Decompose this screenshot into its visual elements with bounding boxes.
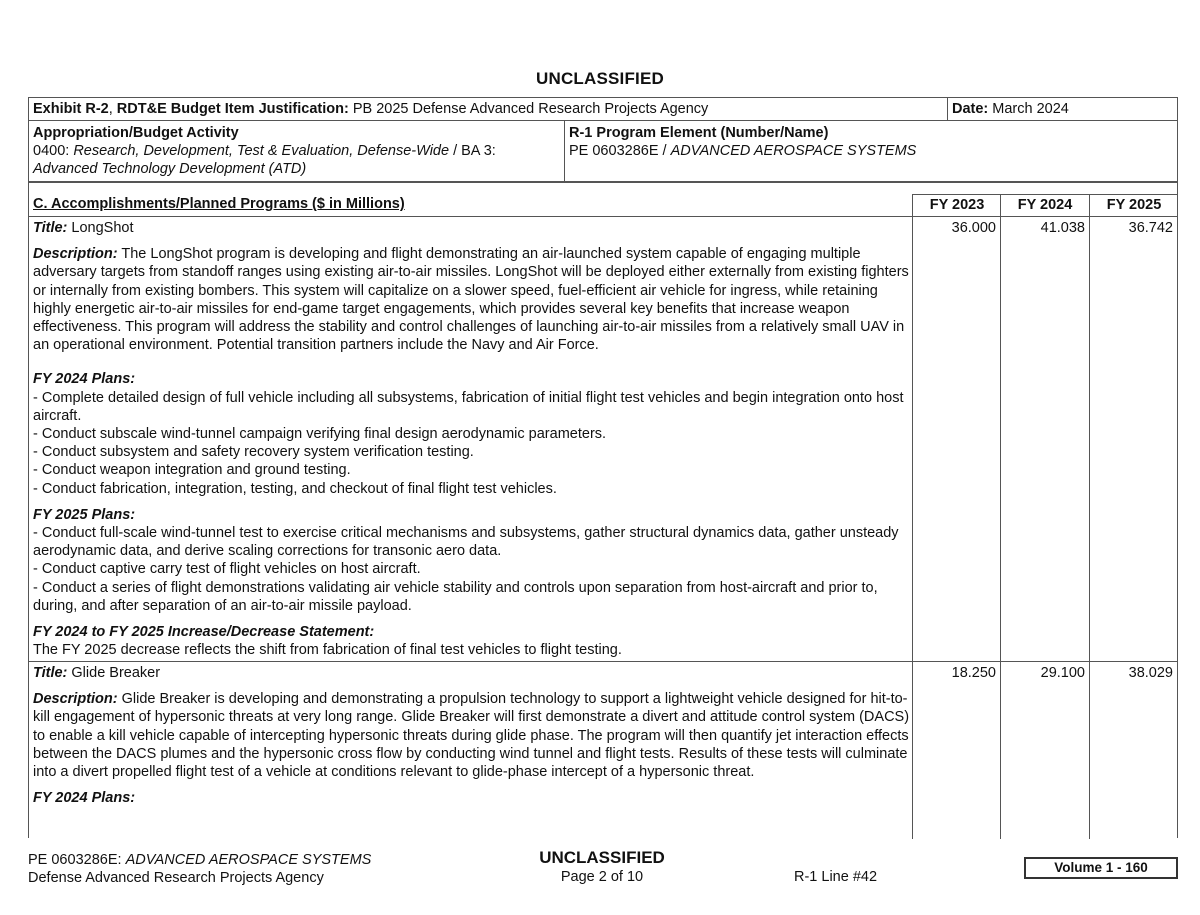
accomplishments-table [28, 182, 1178, 838]
page-number: Page 2 of 10 [560, 869, 644, 885]
change-statement: The FY 2025 decrease reflects the shift from fabrication of final test vehicles to flight testing. [33, 642, 622, 659]
r1-program-element-cell [565, 121, 920, 163]
program-glide-breaker [33, 664, 913, 807]
change-statement-label: FY 2024 to FY 2025 Increase/Decrease Statement: [33, 624, 375, 641]
section-title: C. Accomplishments/Planned Programs ($ in Millions) [33, 196, 405, 212]
glidebreaker-fy2025-value: 38.029 [1128, 665, 1173, 681]
plan-item: - Conduct full-scale wind-tunnel test to exercise critical mechanisms and subsystems, gather structural dynamics data, gather unsteady aerodynamic data, and derive scaling corrections for transonic aero data. [33, 525, 899, 560]
program-title: Title: Glide Breaker [33, 665, 161, 681]
plan-item: - Conduct weapon integration and ground testing. [33, 462, 351, 479]
plan-item: - Conduct captive carry test of flight vehicles on host aircraft. [33, 561, 421, 578]
glidebreaker-fy2023-value: 18.250 [951, 665, 996, 681]
plan-item: - Conduct subscale wind-tunnel campaign verifying final design aerodynamic parameters. [33, 426, 607, 443]
appropriation-value: 0400: Research, Development, Test & Evaluation, Defense-Wide / BA 3: Advanced Technology Development (ATD) [33, 143, 496, 177]
program-title: Title: LongShot [33, 220, 134, 236]
program-longshot [33, 219, 913, 659]
column-fy2025: FY 2025 [1106, 197, 1162, 213]
plan-item: - Conduct subsystem and safety recovery system verification testing. [33, 444, 474, 461]
appropriation-label: Appropriation/Budget Activity [33, 125, 239, 141]
appropriation-cell [29, 121, 565, 181]
column-fy2024: FY 2024 [1017, 197, 1073, 213]
volume-badge: Volume 1 - 160 [1024, 857, 1178, 879]
longshot-fy2023-value: 36.000 [951, 220, 996, 236]
exhibit-header [28, 97, 1178, 121]
footer-program-element: PE 0603286E: ADVANCED AEROSPACE SYSTEMS Defense Advanced Research Projects Agency [28, 852, 372, 886]
fy2024-plans-label: FY 2024 Plans: [33, 790, 136, 807]
glidebreaker-fy2024-value: 29.100 [1040, 665, 1085, 681]
program-description: Description: The LongShot program is developing and flight demonstrating an air-launched system capable of engaging multiple adversary targets from standoff ranges using existing air-to-air missiles. LongShot will be deployed either externally from existing fighters or internally from existing bombers. This system will capitalize on a slower speed, fuel-efficient air vehicle for ingress, while retaining highly energetic air-to-air missiles for end-game target engagements, which provides several key benefits that increase weapon effectiveness. This program will address the stability and control challenges of launching air-to-air missiles from a relatively small UAV in an operational environment. Potential transition partners include the Navy and Air Force. [33, 246, 909, 354]
fy2024-plans-label: FY 2024 Plans: [33, 371, 136, 388]
exhibit-title: Exhibit R-2, RDT&E Budget Item Justification: PB 2025 Defense Advanced Research Projects Agency [33, 101, 709, 117]
column-fy2023: FY 2023 [929, 197, 985, 213]
plan-item: - Complete detailed design of full vehicle including all subsystems, fabrication of initial flight test vehicles and begin integration onto host aircraft. [33, 389, 904, 424]
plan-item: - Conduct fabrication, integration, testing, and checkout of final flight test vehicles. [33, 480, 557, 497]
r1-value: PE 0603286E / ADVANCED AEROSPACE SYSTEMS [569, 143, 917, 159]
appropriation-header [28, 120, 1178, 182]
plan-item: - Conduct a series of flight demonstrations validating air vehicle stability and controls upon separation from host-aircraft and prior to, during, and after separation of an air-to-air missile payload. [33, 579, 878, 614]
r1-label: R-1 Program Element (Number/Name) [569, 125, 829, 141]
program-description: Description: Glide Breaker is developing and demonstrating a propulsion technology to support a lightweight vehicle designed for hit-to-kill engagement of hypersonic threats at very long range. Glide Breaker will first demonstrate a divert and attitude control system (DACS) to enable a kill vehicle capable of intercepting hypersonic threats during glide phase. The program will then quantify jet interaction effects between the DACS plumes and the hypersonic cross flow by conducting wind tunnel and flight tests. Results of these tests will culminate into a divert propelled flight test of a vehicle at conditions relevant to glide-phase intercept of a hypersonic threat. [33, 691, 910, 781]
classification-top: UNCLASSIFIED [535, 69, 665, 88]
footer-r1-line: R-1 Line #42 [794, 869, 878, 885]
fy2025-plans-label: FY 2025 Plans: [33, 506, 136, 523]
longshot-fy2024-value: 41.038 [1040, 220, 1085, 236]
footer-classification: UNCLASSIFIED Page 2 of 10 [500, 848, 704, 885]
exhibit-date: Date: March 2024 [947, 98, 1177, 120]
longshot-fy2025-value: 36.742 [1128, 220, 1173, 236]
